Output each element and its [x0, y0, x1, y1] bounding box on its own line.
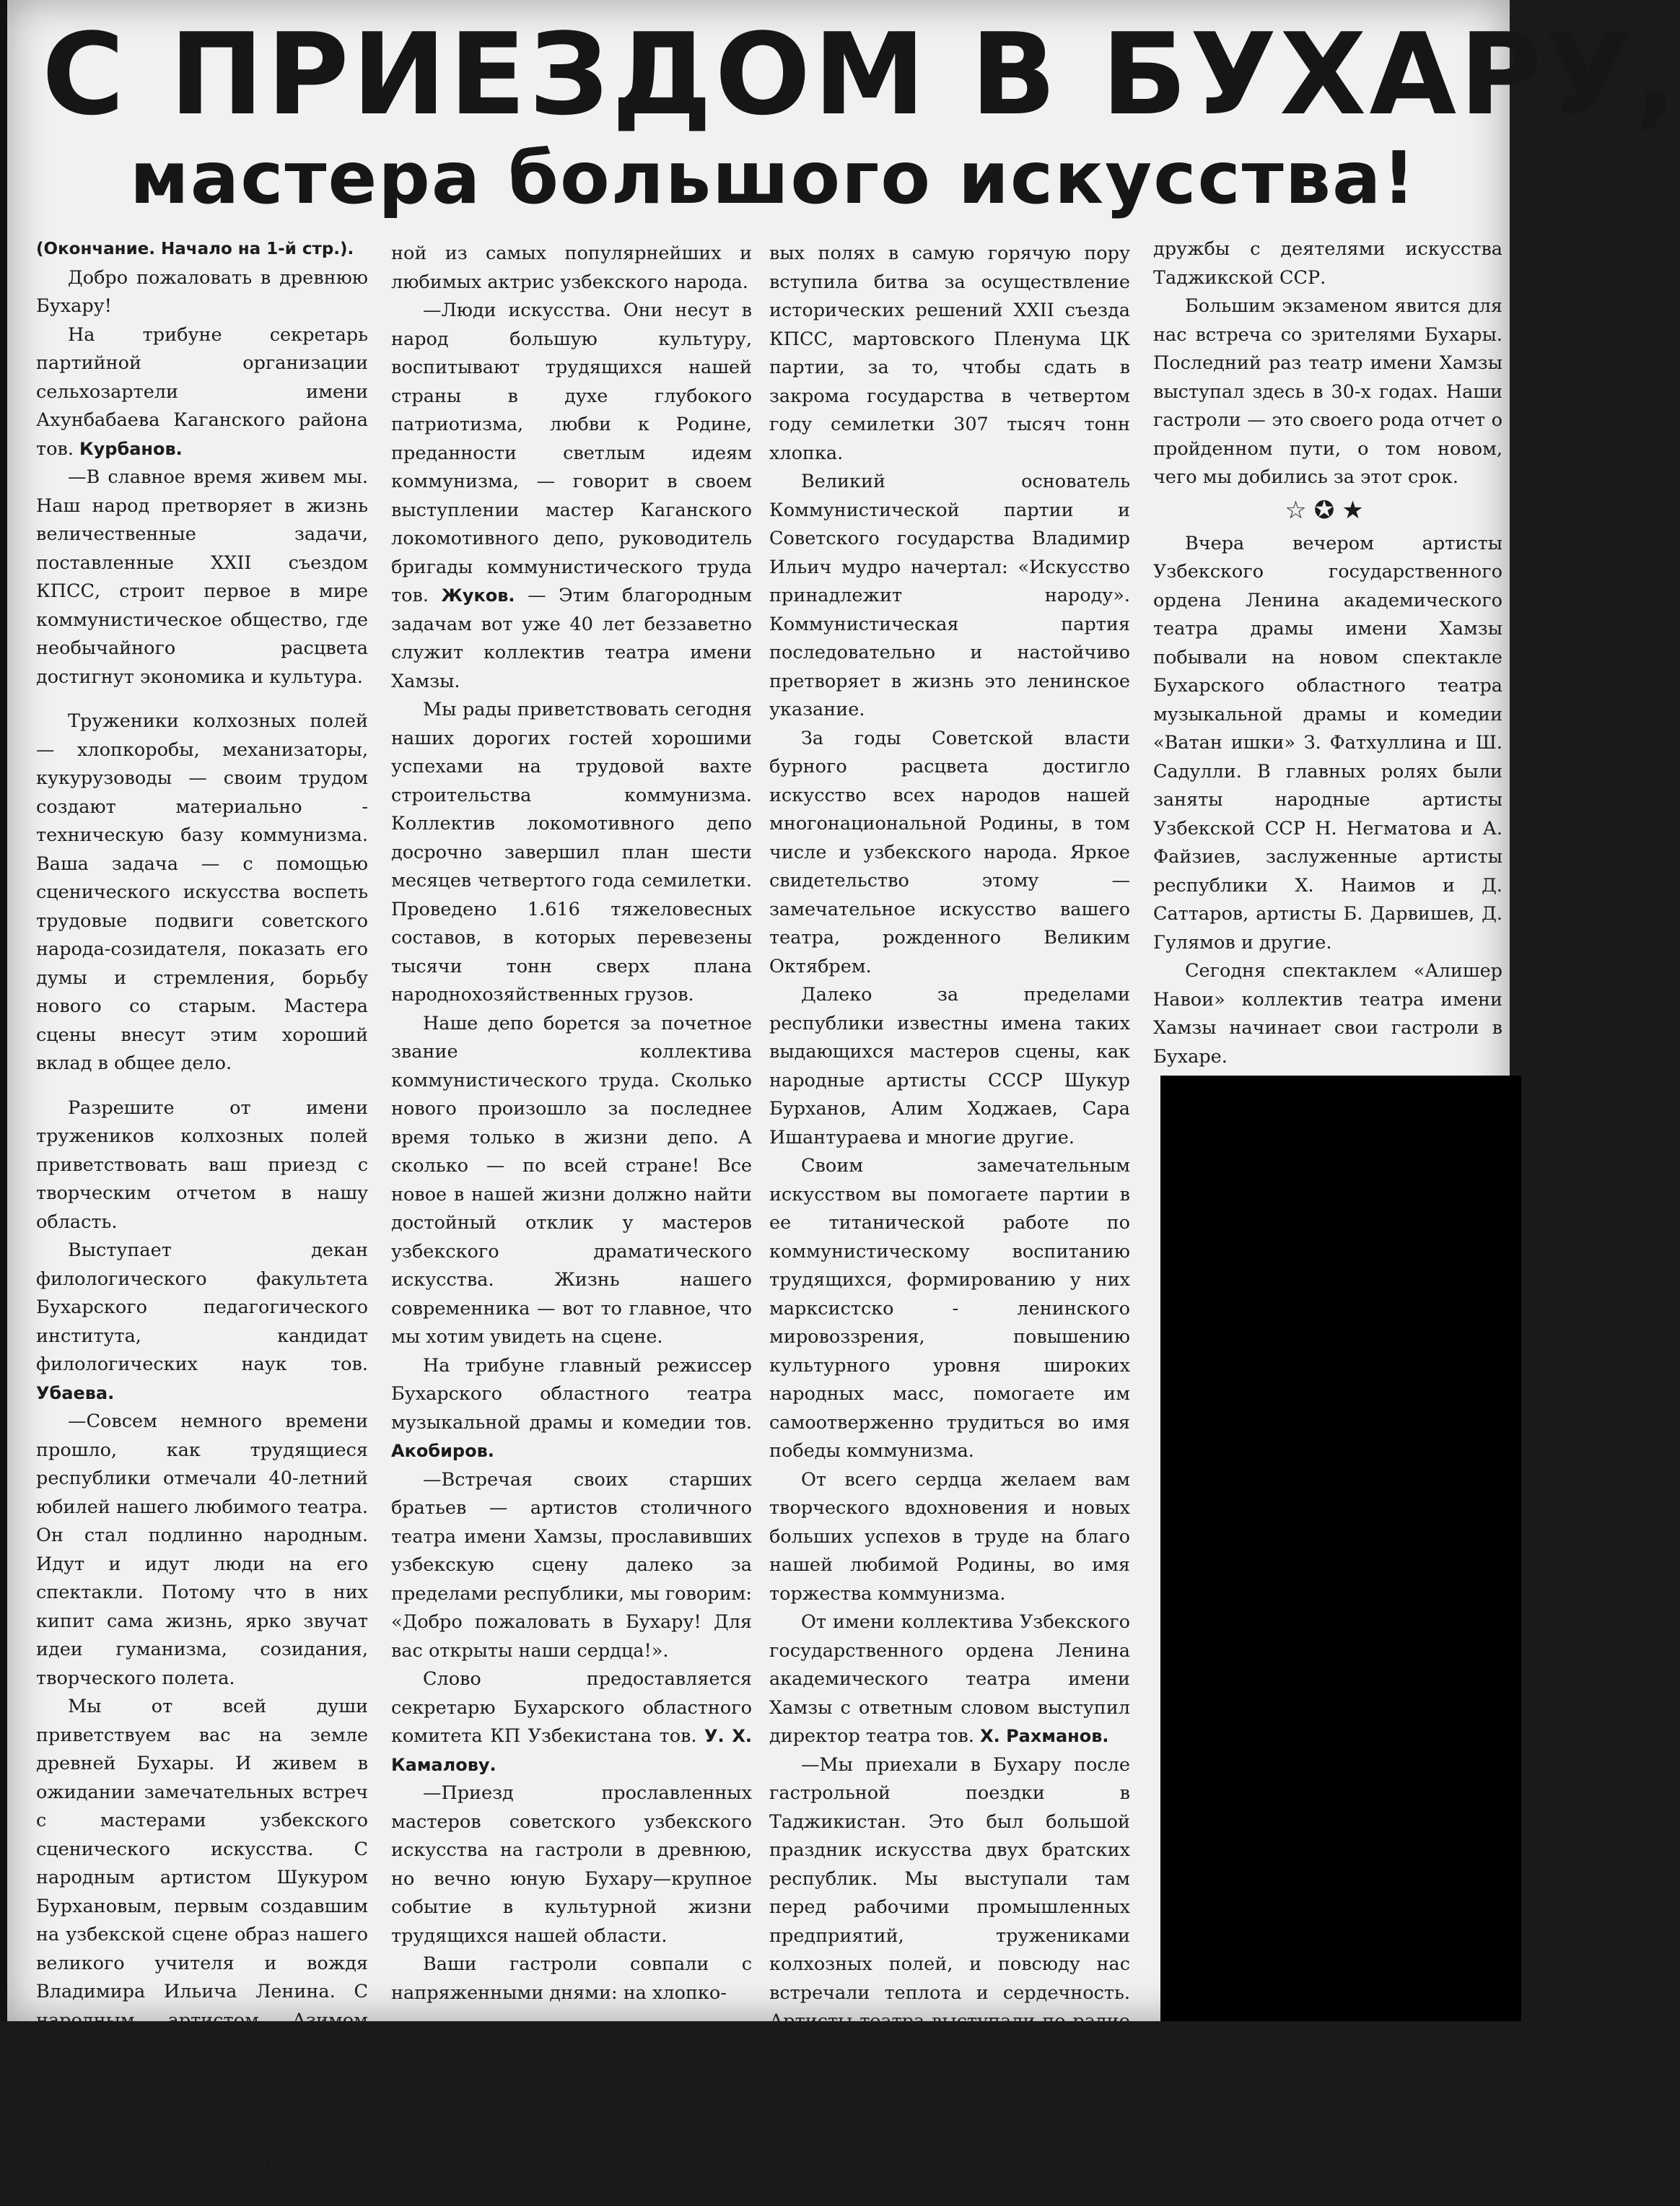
scan-background	[1160, 1076, 1521, 2021]
paragraph: Ваши гастроли совпали с напряженными днями: на хлопко-	[391, 1953, 752, 2004]
newspaper-clipping	[7, 0, 1680, 2202]
paragraph: От всего сердца желаем вам творческого вдохновения и новых больших успехов в труде на благо нашей любимой Родины, во имя торжества коммунизма.	[769, 1468, 1130, 1605]
paragraph: вых полях в самую горячую пору вступила битва за осуществление исторических решений XXII съезда КПСС, мартовского Пленума ЦК партии, за то, чтобы сдать в закрома государства в четвертом году семилетки 307 тысяч тонн хлопка.	[769, 243, 1130, 464]
speaker-name: Убаева.	[36, 1382, 115, 1403]
paragraph: дружбы с деятелями искусства Таджикской ССР.	[1153, 238, 1502, 289]
headline-main: С ПРИЕЗДОМ В БУХАРУ,	[42, 9, 1680, 140]
article-column-4	[1153, 235, 1502, 1071]
paragraph: Своим замечательным искусством вы помогаете партии в ее титанической работе по коммунистическому воспитанию трудящихся, формированию у них марксистско - ленинского мировоззрения, повышению культурного уровня широких народных масс, помогаете им самоотверженно трудиться во имя победы коммунизма.	[769, 1155, 1130, 1462]
paragraph: За годы Советской власти бурного расцвета достигло искусство всех народов нашей многонациональной Родины, в том числе и узбекского народа. Яркое свидетельство этому — замечательное искусство вашего театра, рожденного Великим Октябрем.	[769, 727, 1130, 977]
paragraph: На трибуне главный режиссер Бухарского областного театра музыкальной драмы и комедии тов. Акобиров.	[391, 1354, 752, 1461]
paragraph: —Мы приехали в Бухару после гастрольной поездки в Таджикистан. Это был большой праздник искусства двух братских республик. Мы выступали там перед рабочими промышленных предприятий, тружениками колхозных полей, и повсюду нас встречали теплота и сердечность. Артисты театра выступали по радио и телевидению, встречались на творческих вечерах	[769, 1753, 1130, 2089]
article-column-1	[36, 235, 368, 2206]
speaker-name: У. Х. Камалову.	[391, 1726, 753, 1775]
speaker-name: Курбанов.	[79, 438, 183, 459]
paragraph: Сегодня спектаклем «Алишер Навои» коллектив театра имени Хамзы начинает свои гастроли в Бухаре.	[1153, 960, 1502, 1068]
paragraph: От имени коллектива Узбекского государственного ордена Ленина академического театра имени Хамзы с ответным словом выступил директор театра тов. Х. Рахманов.	[769, 1611, 1130, 1747]
paragraph: —Совсем немного времени прошло, как трудящиеся республики отмечали 40-летний юбилей нашего любимого театра. Он стал подлинно народным. Идут и идут люди на его спектакли. Потому что в них кипит сама жизнь, ярко звучат идеи гуманизма, созидания, творческого полета.	[36, 1411, 368, 1689]
speaker-name: Х. Рахманов.	[980, 1726, 1109, 1746]
paragraph: Мы рады приветствовать сегодня наших дорогих гостей хорошими успехами на трудовой вахте строительства коммунизма. Коллектив локомотивного депо досрочно завершил план шести месяцев четвертого года семилетки. Проведено 1.616 тяжеловесных составов, в которых перевезены тысячи тонн сверх плана народнохозяйственных грузов.	[391, 699, 752, 1006]
article-column-2	[391, 240, 752, 2007]
paragraph: Великий основатель Коммунистической партии и Советского государства Владимир Ильич мудро начертал: «Искусство принадлежит народу». Коммунистическая партия последовательно и настойчиво претворяет в жизнь это ленинское указание.	[769, 471, 1130, 720]
paragraph: Слово предоставляется секретарю Бухарского областного комитета КП Узбекистана тов. У. Х. Камалову.	[391, 1668, 753, 1775]
paragraph: Мы от всей души приветствуем вас на земле древней Бухары. И живем в ожидании замечательных встреч с мастерами узбекского сценического искусства. С народным артистом Шукуром Бурхановым, первым создавшим на узбекской сцене образ нашего великого учителя и вождя Владимира Ильича Ленина. С народным артистом Азимом Ходжаевым, талант которого мы оценили по образу Хамзы, созданному им в одноименном фильме. С народной артисткой Союза ССР Сарой Ишантураевой — од-	[36, 1696, 368, 2202]
paragraph: —Приезд прославленных мастеров советского узбекского искусства на гастроли в древнюю, но вечно юную Бухару—крупное событие в культурной жизни трудящихся нашей области.	[391, 1782, 752, 1947]
speaker-name: Акобиров.	[391, 1441, 494, 1461]
article-column-3	[769, 240, 1130, 2093]
paragraph: —Люди искусства. Они несут в народ большую культуру, воспитывают трудящихся нашей страны в духе глубокого патриотизма, любви к Родине, преданности светлым идеям коммунизма, — говорит в своем выступлении мастер Каганского локомотивного депо, руководитель бригады коммунистического труда тов. Жуков. — Этим благородным задачам вот уже 40 лет беззаветно служит коллектив театра имени Хамзы.	[391, 300, 752, 692]
paragraph: Выступает декан филологического факультета Бухарского педагогического института, кандидат филологических наук тов. Убаева.	[36, 1239, 368, 1403]
paragraph: —Встречая своих старших братьев — артистов столичного театра имени Хамзы, прославивших узбекскую сцену далеко за пределами республики, мы говорим: «Добро пожаловать в Бухару! Для вас открыты наши сердца!».	[391, 1468, 752, 1662]
paragraph: ной из самых популярнейших и любимых актрис узбекского народа.	[391, 243, 752, 293]
paragraph: Наше депо борется за почетное звание коллектива коммунистического труда. Сколько нового произошло за последнее время только в жизни депо. А сколько — по всей стране! Все новое в нашей жизни должно найти достойный отклик у мастеров узбекского драматического искусства. Жизнь нашего современника — вот то главное, что мы хотим увидеть на сцене.	[391, 1012, 752, 1348]
paragraph: Добро пожаловать в древнюю Бухару!	[36, 266, 368, 317]
section-divider-stars: ☆✪★	[1285, 495, 1371, 525]
paragraph: —В славное время живем мы. Наш народ претворяет в жизнь величественные задачи, поставленные XXII съездом КПСС, строит первое в мире коммунистическое общество, где необычайного расцвета достигнут экономика и культура.	[36, 466, 368, 688]
headline-sub: мастера большого искусства!	[130, 136, 1417, 220]
paragraph: Большим экзаменом явится для нас встреча со зрителями Бухары. Последний раз театр имени Хамзы выступал здесь в 30-х годах. Наши гастроли — это своего рода отчет о пройденном пути, о том новом, чего мы добились за этот срок.	[1153, 295, 1502, 488]
paragraph: На трибуне секретарь партийной организации сельхозартели имени Ахунбабаева Каганского района тов. Курбанов.	[36, 323, 368, 460]
continuation-note: (Окончание. Начало на 1-й стр.).	[36, 240, 354, 258]
paragraph: Вчера вечером артисты Узбекского государственного ордена Ленина академического театра драмы имени Хамзы побывали на новом спектакле Бухарского областного театра музыкальной драмы и комедии «Ватан ишки» З. Фатхуллина и Ш. Садулли. В главных ролях были заняты народные артисты Узбекской ССР Н. Негматова и А. Файзиев, заслуженные артисты республики Х. Наимов и Д. Саттаров, артисты Б. Дарвишев, Д. Гулямов и другие.	[1153, 532, 1502, 954]
paragraph: Разрешите от имени тружеников колхозных полей приветствовать ваш приезд с творческим отчетом в нашу область.	[36, 1097, 368, 1233]
speaker-name: Жуков.	[441, 585, 515, 606]
paragraph: Далеко за пределами республики известны имена таких выдающихся мастеров сцены, как народные артисты СССР Шукур Бурханов, Алим Ходжаев, Сара Ишантураева и многие другие.	[769, 984, 1130, 1148]
paragraph: Труженики колхозных полей — хлопкоробы, механизаторы, кукурузоводы — своим трудом создают материально - техническую базу коммунизма. Ваша задача — с помощью сценического искусства воспеть трудовые подвиги советского народа-созидателя, показать его думы и стремления, борьбу нового со старым. Мастера сцены внесут этим хороший вклад в общее дело.	[36, 710, 368, 1074]
